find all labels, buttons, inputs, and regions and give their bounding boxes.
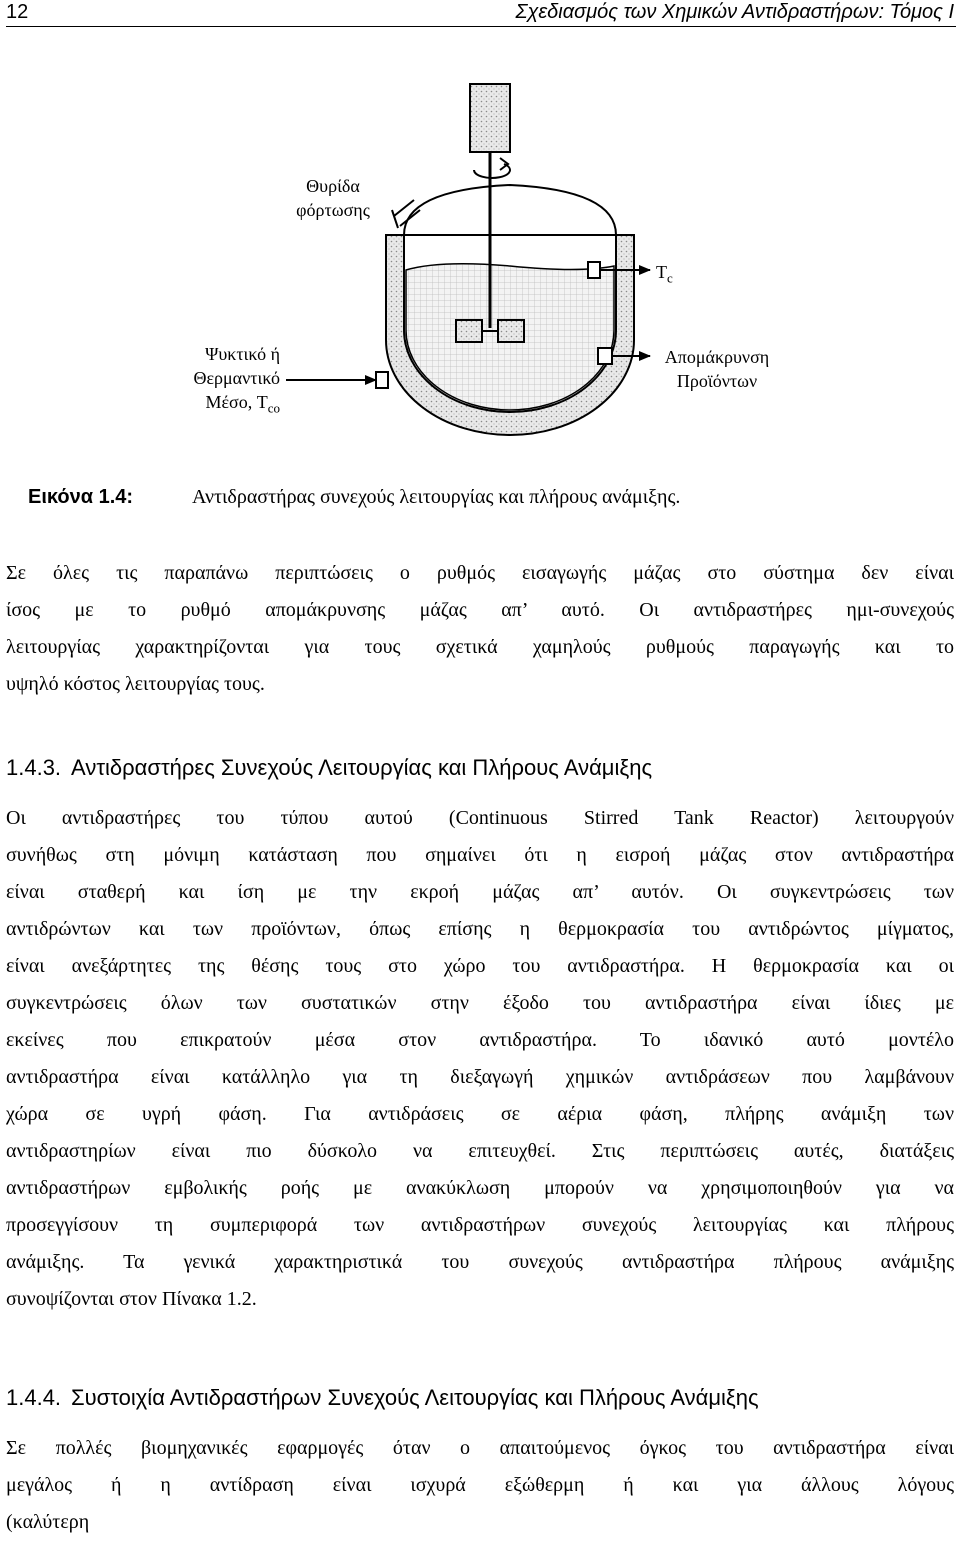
impeller-right xyxy=(498,320,524,342)
text-line: λειτουργίας χαρακτηρίζονται για τους σχετικά χαμηλούς ρυθμούς παραγωγής και το xyxy=(6,636,954,658)
text-line: προσεγγίσουν τη συμπεριφορά των αντιδραστήρων συνεχούς λειτουργίας και πλήρους xyxy=(6,1214,954,1236)
text-line: Σε πολλές βιομηχανικές εφαρμογές όταν ο απαιτούμενος όγκος του αντιδραστήρα είναι xyxy=(6,1437,954,1459)
text-line: αντιδραστήρων εμβολικής ροής με ανακύκλωση μπορούν να χρησιμοποιηθούν για να xyxy=(6,1177,954,1199)
figure-caption xyxy=(28,483,680,511)
text-line: είναι ανεξάρτητες της θέσης τους στο χώρο του αντιδραστήρα. Η θερμοκρασία και οι xyxy=(6,955,954,977)
text-line: ίσος με το ρυθμό απομάκρυνσης μάζας απ’ αυτό. Οι αντιδραστήρες ημι-συνεχούς xyxy=(6,599,954,621)
page-header xyxy=(6,0,956,27)
section-heading-1-4-3 xyxy=(6,752,652,784)
section-number: 1.4.4. xyxy=(6,1385,62,1410)
paragraph-3 xyxy=(6,1430,954,1541)
loading-port-label: Θυρίδα φόρτωσης xyxy=(296,176,370,220)
text-line: Σε όλες τις παραπάνω περιπτώσεις ο ρυθμός εισαγωγής μάζας στο σύστημα δεν είναι xyxy=(6,562,954,584)
page-number: 12 xyxy=(6,1,29,23)
section-heading-1-4-4 xyxy=(6,1382,759,1414)
text-line: ανάμιξης. Τα γενικά χαρακτηριστικά του συνεχούς αντιδραστήρα πλήρους ανάμιξης xyxy=(6,1251,954,1273)
text-line: αντιδραστηρίων είναι πιο δύσκολο να επιτευχθεί. Στις περιπτώσεις αυτές, διατάξεις xyxy=(6,1140,954,1162)
text-line: (καλύτερη xyxy=(6,1511,90,1533)
motor xyxy=(470,84,510,152)
text-line: συνοψίζονται στον Πίνακα 1.2. xyxy=(6,1288,257,1310)
running-title: Σχεδιασμός των Χημικών Αντιδραστήρων: Τόμος Ι xyxy=(515,1,954,23)
paragraph-1 xyxy=(6,555,954,703)
text-line: συνήθως στη μόνιμη κατάσταση που σημαίνει ότι η εισροή μάζας στον αντιδραστήρα xyxy=(6,844,954,866)
caption-label: Εικόνα 1.4: xyxy=(28,486,134,508)
text-line: μεγάλος ή η αντίδραση είναι ισχυρά εξώθερμη ή και για άλλους λόγους xyxy=(6,1474,954,1496)
reactor-figure xyxy=(0,30,960,450)
cstr-diagram xyxy=(0,30,960,450)
section-title: Αντιδραστήρες Συνεχούς Λειτουργίας και Πλήρους Ανάμιξης xyxy=(71,755,653,780)
text-line: συγκεντρώσεις όλων των συστατικών στην έξοδο του αντιδραστήρα είναι ίδιες με xyxy=(6,992,954,1014)
text-line: είναι σταθερή και ίση με την εκροή μάζας απ’ αυτόν. Οι συγκεντρώσεις των xyxy=(6,881,954,903)
text-line: αντιδρώντων και των προϊόντων, όπως επίσης η θερμοκρασία του αντιδρώντος μίγματος, xyxy=(6,918,954,940)
text-line: εκείνες που επικρατούν μέσα στον αντιδραστήρα. Το ιδανικό αυτό μοντέλο xyxy=(6,1029,954,1051)
text-line: χώρα σε υγρή φάση. Για αντιδράσεις σε αέρια φάση, πλήρης ανάμιξη των xyxy=(6,1103,954,1125)
tc-label: $T_c$ xyxy=(656,262,673,286)
impeller-left xyxy=(456,320,482,342)
coolant-label: Ψυκτικό ή Θερμαντικό Μέσο, $T_{co}$ xyxy=(193,344,280,416)
section-title: Συστοιχία Αντιδραστήρων Συνεχούς Λειτουργίας και Πλήρους Ανάμιξης xyxy=(71,1385,759,1410)
product-removal-label: Απομάκρυνση Προϊόντων xyxy=(664,347,770,391)
text-line: αντιδραστήρα είναι κατάλληλο για τη διεξαγωγή χημικών αντιδράσεων που λαμβάνουν xyxy=(6,1066,954,1088)
paragraph-2 xyxy=(6,800,954,1318)
section-number: 1.4.3. xyxy=(6,755,62,780)
caption-text: Αντιδραστήρας συνεχούς λειτουργίας και πλήρους ανάμιξης. xyxy=(192,486,681,508)
text-line: υψηλό κόστος λειτουργίας τους. xyxy=(6,673,265,695)
text-line: Οι αντιδραστήρες του τύπου αυτού (Continuous Stirred Tank Reactor) λειτουργούν xyxy=(6,807,954,829)
